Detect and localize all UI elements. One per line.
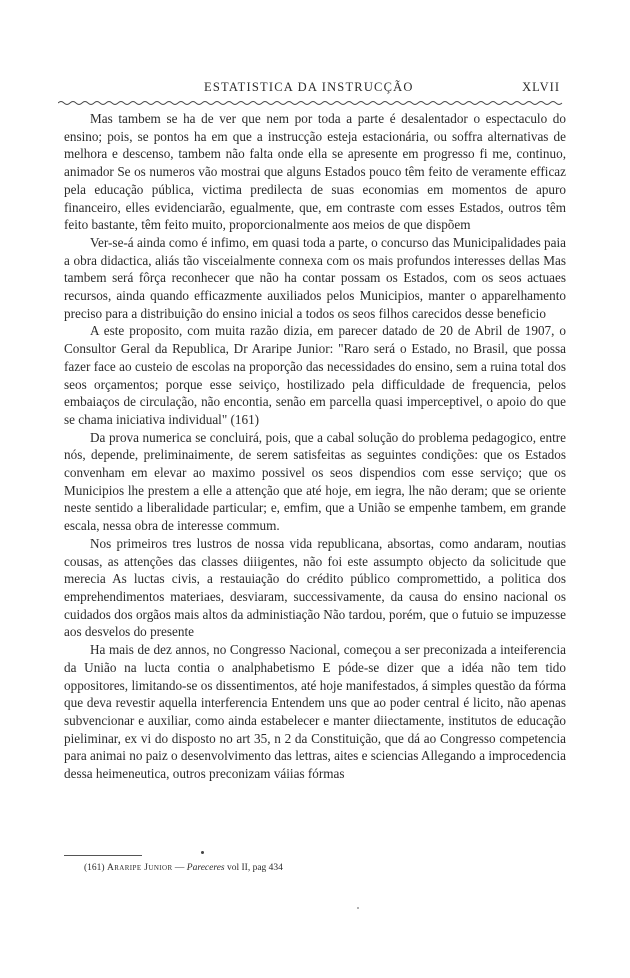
header-wavy-rule [58, 100, 563, 106]
footnote [84, 862, 544, 874]
ink-speck [357, 907, 359, 909]
footnote-separator-dash: — [172, 863, 187, 873]
paragraph: Ver-se-á ainda como é infimo, em quasi toda a parte, o concurso das Municipalidades paia a obra didactica, aliás tão visceialmente connexa com os mais profundos interesses dellas Mas tambem será fôrça reconhecer que não ha contar possam os Estados, com os seos actuaes recursos, ainda quando efficazmente auxiliados pelos Municipios, manter o apparelhamento preciso para a distribuição do ensino inicial a todos os seos filhos carecidos desse beneficio [64, 234, 566, 321]
footnote-number: (161) [84, 863, 105, 873]
footnote-separator [64, 855, 142, 856]
header-title: ESTATISTICA DA INSTRUCÇÃO [204, 80, 414, 94]
footnote-reference: vol II, pag 434 [224, 863, 283, 873]
paragraph: Nos primeiros tres lustros de nossa vida republicana, absortas, como andaram, noutias cousas, as attenções das classes diiigentes, não foi este assumpto objecto da solicitude que merecia As luctas civis, a restauiação do crédito público compromettido, a politica dos emprehendimentos materiaes, desviaram, successivamente, da causa do ensino nacional os cuidados dos orgãos mais altos da administiação Não tardou, porém, que o futuio se impuzesse aos desvelos do presente [64, 535, 566, 640]
running-header [64, 80, 560, 98]
paragraph: A este proposito, com muita razão dizia, em parecer datado de 20 de Abril de 1907, o Consultor Geral da Republica, Dr Araripe Junior: "Raro será o Estado, no Brasil, que possa fazer face ao custeio de escolas na proporção das necessidades do ensino, sem a ruina total dos seos orçamentos; porque esse seiviço, hostilizado pela difficuldade de frequencia, pelos embaiaços de circulação, não encontia, senão em parcella quasi imperceptivel, o apoio do que se chama iniciativa individual" (161) [64, 323, 566, 427]
footnote-author: Araripe Junior [106, 863, 173, 873]
footnote-work: Pareceres [186, 863, 225, 873]
ink-speck [201, 851, 204, 854]
paragraph: Ha mais de dez annos, no Congresso Nacional, começou a ser preconizada a inteiferencia da União na lucta contia o analphabetismo E póde-se dizer que a idéa não tem tido oppositores, limitando-se os dissentimentos, até hoje manifestados, á simples questão da fórma que deva revestir aquella interferencia Entendem uns que ao poder central é licito, não apenas subvencionar e auxiliar, como ainda estabelecer e manter diiectamente, institutos de educação pieliminar, ex vi do disposto no art 35, n 2 da Constituição, que dá ao Congresso competencia para animai no paiz o desenvolvimento das lettras, aites e sciencias Allegando a improcedencia dessa heimeneutica, outros preconizam váiias fórmas [64, 642, 566, 782]
body-text [64, 110, 566, 783]
paragraph: Da prova numerica se concluirá, pois, que a cabal solução do problema pedagogico, entre nós, depende, preliminaimente, de serem satisfeitas as seguintes condições: que os Estados convenham em elevar ao maximo possivel os seos dispendios com esse serviço; que os Municipios lhe prestem a elle a attenção que até hoje, em iegra, lhe não deram; que se oriente neste sentido a liberalidade particular; e, emfim, que a União se empenhe tambem, em grande escala, nessa obra de interesse commum. [64, 429, 566, 534]
page-number: XLVII [522, 80, 560, 94]
paragraph: Mas tambem se ha de ver que nem por toda a parte é desalentador o espectaculo do ensino; pois, se pontos ha em que a instrucção esteja estacionária, ou soffra alternativas de melhora e descenso, tambem não falta onde ella se apresente em progresso fi me, continuo, animador Se os numeros vão mostrai que alguns Estados pouco têm feito de veramente efficaz pela educação pública, victima predilecta de suas economias em momentos de apuro financeiro, elles evidenciarão, egualmente, que, em contraste com esses Estados, outros têm feito bastante, têm feito muito, proporcionalmente aos meios de que dispõem [64, 111, 566, 233]
